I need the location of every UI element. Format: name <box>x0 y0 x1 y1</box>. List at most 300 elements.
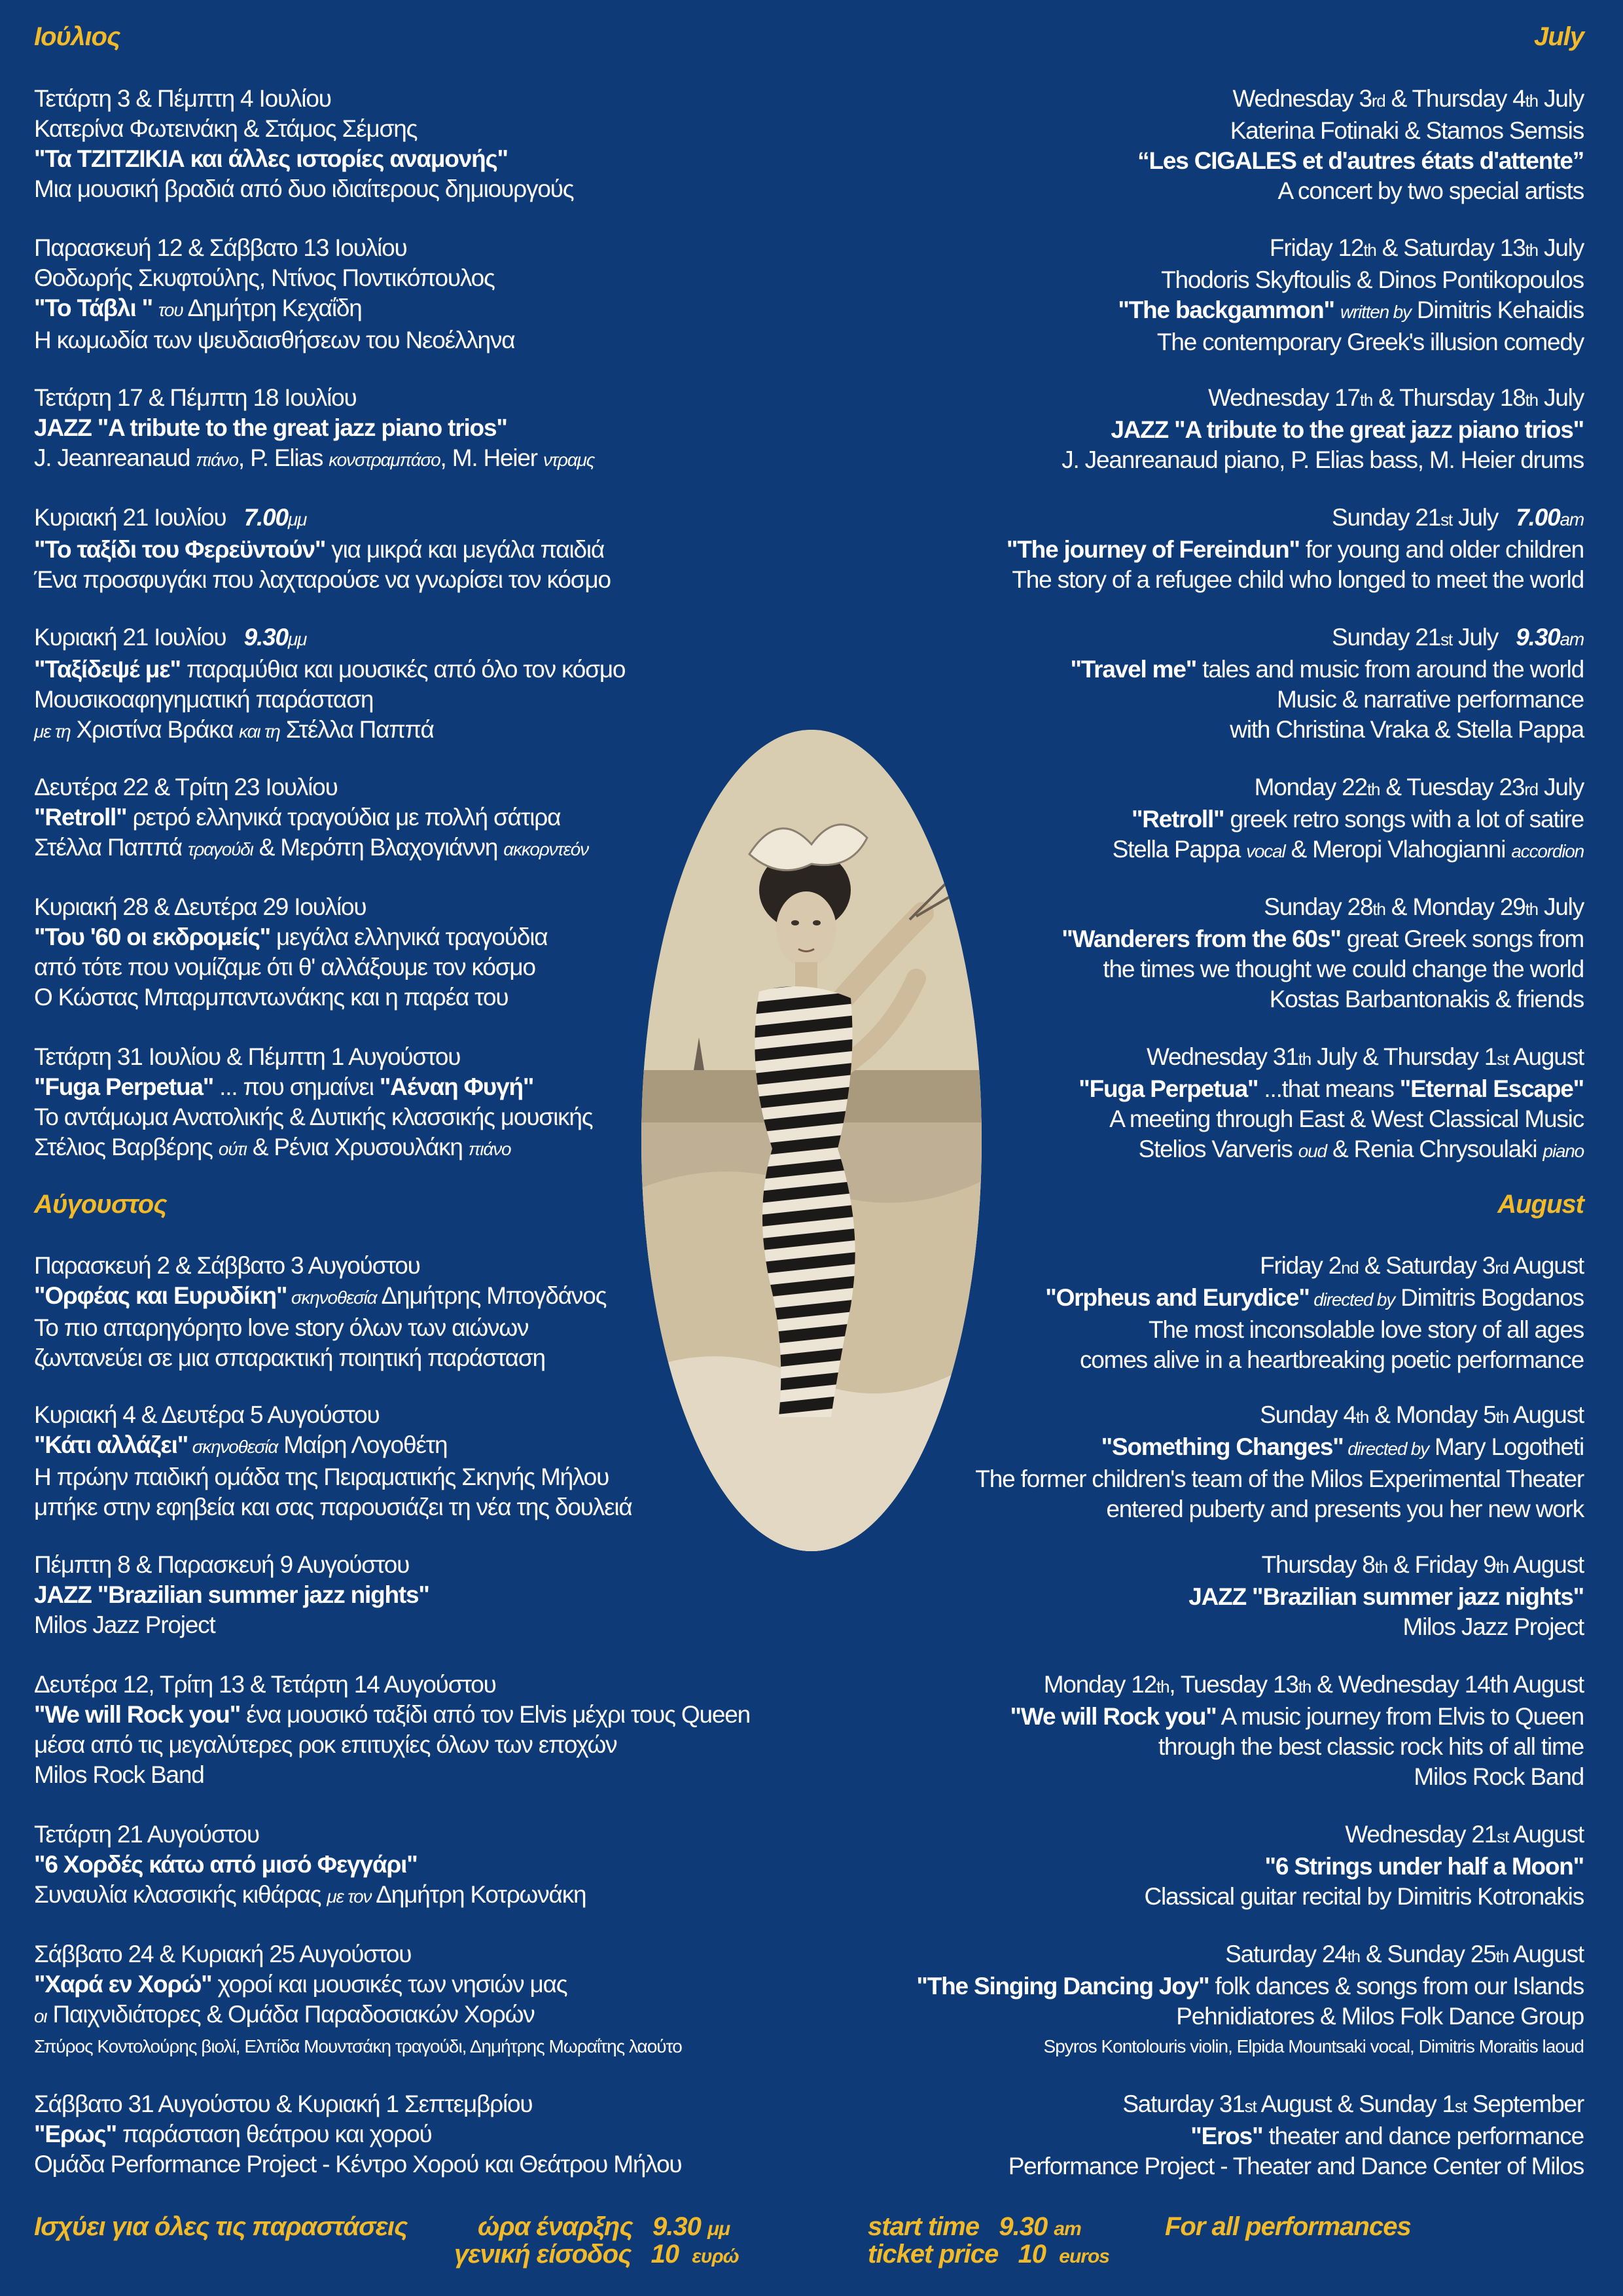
d3: July <box>1452 624 1499 651</box>
time-unit: μμ <box>287 509 307 529</box>
event-date: Τετάρτη 31 Ιουλίου & Πέμπτη 1 Αυγούστου <box>34 1043 461 1070</box>
title-rest: A music journey from Elvis to Queen <box>1216 1703 1584 1730</box>
d3: August <box>1508 1401 1584 1428</box>
event-description: μέσα από τις μεγαλύτερες ροκ επιτυχίες όλων των εποχών <box>34 1731 617 1758</box>
event-date <box>838 2089 1584 2121</box>
title-small: σκηνοθεσία <box>287 1287 377 1308</box>
d1: Saturday 24 <box>1225 1941 1347 1967</box>
title-rest: χοροί και μουσικές των νησιών μας <box>211 1971 567 1998</box>
d3: August <box>1508 1941 1584 1967</box>
event-gr-9 <box>34 1251 780 1373</box>
d1: Friday 2 <box>1260 1252 1342 1279</box>
event-en-5 <box>838 622 1584 745</box>
event-date: Πέμπτη 8 & Παρασκευή 9 Αυγούστου <box>34 1551 410 1578</box>
title-rest: ρετρό ελληνικά τραγούδια με πολλή σάτιρα <box>126 804 561 831</box>
event-description: Η κωμωδία των ψευδαισθήσεων του Νεοέλληνα <box>34 327 515 353</box>
event-en-7 <box>838 892 1584 1014</box>
title-bold: "Του '60 οι εκδρομείς" <box>34 924 270 950</box>
d1-sup: st <box>1497 1827 1508 1846</box>
d3: July <box>1537 384 1584 411</box>
time-unit: am <box>1560 509 1584 529</box>
event-description: The most inconsolable love story of all ages <box>1149 1316 1584 1343</box>
event-description <box>34 1880 780 1912</box>
d1-sup: th <box>1363 240 1376 260</box>
ticket-unit: ευρώ <box>692 2246 739 2267</box>
d1-sup: st <box>1440 630 1452 649</box>
event-title <box>34 1700 780 1730</box>
event-date <box>838 1042 1584 1074</box>
d1-sup: rd <box>1371 91 1385 111</box>
title-bold: "The Singing Dancing Joy" <box>916 1973 1209 2000</box>
event-title: "6 Strings under half a Moon" <box>1264 1853 1584 1880</box>
d3: & Wednesday 14th August <box>1311 1671 1584 1698</box>
instrument-1: vocal <box>1246 841 1285 861</box>
event-performers: Κατερίνα Φωτεινάκη & Στάμος Σέμσης <box>34 115 418 142</box>
desc-small: με τον <box>327 1886 372 1907</box>
d1: Sunday 4 <box>1260 1401 1356 1428</box>
event-title <box>34 535 780 565</box>
performer-2: Στέλλα Παππά <box>279 716 434 743</box>
event-title: “Les CIGALES et d'autres états d'attente” <box>1137 147 1584 174</box>
event-performers: Performance Project - Theater and Dance Center of Milos <box>1008 2153 1584 2179</box>
title-bold: "Eros" <box>1190 2123 1263 2149</box>
event-description: The story of a refugee child who longed to meet the world <box>1012 566 1584 593</box>
instrument-2: κονστραμπάσο <box>329 450 440 470</box>
title-rest: για μικρά και μεγάλα παιδιά <box>325 536 605 563</box>
instrument-1: τραγούδι <box>188 839 253 859</box>
desc-rest: Παιχνιδιάτορες & Ομάδα Παραδοσιακών Χορών <box>46 2001 535 2028</box>
d1: Monday 12 <box>1043 1671 1157 1698</box>
d2: & Saturday 13 <box>1376 234 1525 261</box>
event-description: A concert by two special artists <box>1277 177 1584 204</box>
date-text: Κυριακή 21 Ιουλίου <box>34 504 226 531</box>
start-label: ώρα έναρξης <box>478 2212 633 2241</box>
event-performers: J. Jeanreanaud piano, P. Elias bass, M. Heier drums <box>1061 446 1584 473</box>
footer-en-ticket <box>868 2240 1109 2269</box>
event-description: A meeting through East & West Classical Music <box>1109 1105 1584 1132</box>
d3: July <box>1537 234 1584 261</box>
d1-sup: th <box>1347 1946 1360 1966</box>
event-title <box>34 2119 780 2149</box>
d2-sup: rd <box>1524 780 1538 799</box>
title-rest: παραμύθια και μουσικές από όλο τον κόσμο <box>180 656 626 683</box>
event-time: 7.00 <box>243 504 288 531</box>
d2-sup: th <box>1525 390 1538 410</box>
event-gr-5 <box>34 622 780 747</box>
title-rest: Mary Logotheti <box>1428 1433 1584 1460</box>
event-date <box>838 233 1584 265</box>
time-unit: am <box>1560 629 1584 649</box>
title-bold-2: "Αέναη Φυγή" <box>379 1073 534 1100</box>
title-rest: great Greek songs from <box>1340 925 1584 952</box>
event-en-13 <box>838 1820 1584 1912</box>
d1: Wednesday 21 <box>1345 1821 1497 1848</box>
d1-sup: st <box>1440 510 1452 529</box>
performer-1: J. Jeanreanaud <box>34 444 196 471</box>
performer-2: , P. Elias <box>238 444 329 471</box>
event-description: Music & narrative performance <box>1277 686 1584 713</box>
instrument-2: ακκορντεόν <box>503 839 588 859</box>
d2-sup: th <box>1298 1677 1311 1696</box>
event-date <box>838 622 1584 655</box>
event-date <box>838 1400 1584 1432</box>
event-date <box>838 84 1584 116</box>
event-performers: Ομάδα Performance Project - Κέντρο Χορού και Θεάτρου Μήλου <box>34 2151 682 2178</box>
title-rest: Dimitris Bogdanos <box>1395 1284 1584 1311</box>
title-bold: "Ερως" <box>34 2121 116 2147</box>
event-title <box>838 1432 1584 1464</box>
d2: & Saturday 3 <box>1358 1252 1495 1279</box>
title-bold: "Something Changes" <box>1101 1433 1344 1460</box>
event-date: Τετάρτη 3 & Πέμπτη 4 Ιουλίου <box>34 85 331 112</box>
title-rest: greek retro songs with a lot of satire <box>1224 806 1584 833</box>
event-title <box>838 535 1584 565</box>
d2-sup: th <box>1495 1557 1508 1577</box>
event-time: 9.30 <box>1516 624 1560 651</box>
event-date <box>838 1939 1584 1971</box>
event-en-11 <box>838 1550 1584 1642</box>
title-bold: "Travel me" <box>1070 656 1197 683</box>
event-date: Δευτέρα 22 & Τρίτη 23 Ιουλίου <box>34 774 338 800</box>
event-performers: Θοδωρής Σκυφτούλης, Ντίνος Ποντικόπουλος <box>34 264 495 291</box>
small-2: και τη <box>239 721 280 742</box>
event-description-2: ζωντανεύει σε μια σπαρακτική ποιητική παράσταση <box>34 1344 545 1371</box>
ticket-unit: euros <box>1059 2246 1109 2267</box>
title-bold: "Retroll" <box>1131 806 1224 833</box>
footer-gr-all: Ισχύει για όλες τις παραστάσεις <box>34 2212 408 2241</box>
event-gr-15 <box>34 2089 780 2179</box>
title-rest: for young and older children <box>1299 536 1584 563</box>
title-small: σκηνοθεσία <box>188 1437 278 1457</box>
performer-1: Stella Pappa <box>1112 836 1247 863</box>
title-small: directed by <box>1343 1439 1429 1459</box>
title-rest: ένα μουσικό ταξίδι από τον Elvis μέχρι τους Queen <box>240 1701 750 1728</box>
event-title <box>838 1074 1584 1104</box>
event-date: Κυριακή 4 & Δευτέρα 5 Αυγούστου <box>34 1401 380 1428</box>
event-description: The former children's team of the Milos Experimental Theater <box>975 1465 1584 1492</box>
event-description: Μουσικοαφηγηματική παράσταση <box>34 686 374 713</box>
event-time: 9.30 <box>243 624 288 651</box>
event-gr-6 <box>34 772 780 865</box>
title-bold: "Ταξίδεψέ με" <box>34 656 181 683</box>
event-title <box>34 1281 780 1313</box>
event-date <box>34 503 780 535</box>
event-gr-1 <box>34 84 780 204</box>
footer-en-all: For all performances <box>1165 2212 1411 2241</box>
instrument-1: ούτι <box>218 1139 247 1159</box>
d2: & Sunday 25 <box>1359 1941 1496 1967</box>
event-time: 7.00 <box>1516 504 1560 531</box>
desc-small: οι <box>34 2006 47 2026</box>
event-performers: Thodoris Skyftoulis & Dinos Pontikopoulos <box>1161 266 1584 293</box>
event-title <box>34 1430 780 1462</box>
event-description: The contemporary Greek's illusion comedy <box>1156 329 1584 355</box>
d3: September <box>1466 2090 1584 2117</box>
event-title <box>34 1072 780 1102</box>
month-heading-july-gr: Ιούλιος <box>34 22 120 51</box>
event-date: Τετάρτη 17 & Πέμπτη 18 Ιουλίου <box>34 384 357 411</box>
d1: Friday 12 <box>1269 234 1364 261</box>
event-title <box>838 924 1584 954</box>
title-bold: "We will Rock you" <box>34 1701 241 1728</box>
footer-en-start <box>868 2212 1081 2242</box>
event-en-14 <box>838 1939 1584 2062</box>
performer-1: Στέλλα Παππά <box>34 834 188 861</box>
d2: & Monday 5 <box>1368 1401 1496 1428</box>
d2-sup: th <box>1525 899 1538 919</box>
title-small: directed by <box>1309 1289 1395 1310</box>
title-rest: μεγάλα ελληνικά τραγούδια <box>270 924 548 950</box>
desc-b: Δημήτρη Κοτρωνάκη <box>371 1881 586 1908</box>
instrument-3: ντραμς <box>543 450 595 470</box>
event-title <box>838 655 1584 685</box>
event-gr-8 <box>34 1042 780 1164</box>
event-date <box>838 383 1584 415</box>
performer-2: & Meropi Vlahogianni <box>1285 836 1512 863</box>
title-small: written by <box>1340 302 1411 322</box>
d1-sup: th <box>1156 1677 1169 1696</box>
d3: July <box>1537 774 1584 800</box>
event-description: Ένα προσφυγάκι που λαχταρούσε να γνωρίσει τον κόσμο <box>34 566 611 593</box>
event-title <box>838 2121 1584 2151</box>
english-program-column <box>838 0 1584 2296</box>
event-title <box>34 1969 780 2000</box>
d1: Wednesday 17 <box>1208 384 1360 411</box>
d3: August <box>1508 1043 1584 1070</box>
date-text: Κυριακή 21 Ιουλίου <box>34 624 226 651</box>
event-gr-12 <box>34 1670 780 1790</box>
event-description-2: entered puberty and presents you her new work <box>1106 1496 1584 1522</box>
event-title <box>838 295 1584 327</box>
event-date <box>838 503 1584 535</box>
event-en-8 <box>838 1042 1584 1166</box>
event-description: through the best classic rock hits of all time <box>1158 1733 1584 1760</box>
d1: Sunday 21 <box>1332 624 1441 651</box>
d1: Saturday 31 <box>1122 2090 1245 2117</box>
event-date <box>838 1820 1584 1852</box>
title-rest: Μαίρη Λογοθέτη <box>277 1431 448 1458</box>
d1-sup: th <box>1366 780 1380 799</box>
event-title <box>34 922 780 952</box>
event-title <box>838 1283 1584 1315</box>
title-rest: folk dances & songs from our Islands <box>1209 1973 1584 2000</box>
desc-a: Συναυλία κλασσικής κιθάρας <box>34 1881 327 1908</box>
title-bold: "The journey of Fereindun" <box>1006 536 1300 563</box>
start-unit: am <box>1054 2218 1081 2240</box>
performer-2: & Ρένια Χρυσουλάκη <box>246 1134 469 1160</box>
event-performers <box>34 715 780 747</box>
event-gr-10 <box>34 1400 780 1522</box>
d1: Wednesday 3 <box>1232 85 1372 112</box>
footer-gr-ticket <box>454 2240 739 2269</box>
d2: August & Sunday 1 <box>1256 2090 1455 2117</box>
title-bold: "Χαρά εν Χορώ" <box>34 1971 212 1998</box>
instrument-2: πιάνο <box>468 1139 511 1159</box>
title-bold: "Retroll" <box>34 804 127 831</box>
title-rest: ... που σημαίνει <box>213 1073 380 1100</box>
greek-program-column <box>34 0 780 2296</box>
event-title: JAZZ "A tribute to the great jazz piano trios" <box>1111 416 1584 443</box>
start-value: 9.30 <box>999 2212 1048 2241</box>
event-en-3 <box>838 383 1584 475</box>
event-date: Δευτέρα 12, Τρίτη 13 & Τετάρτη 14 Αυγούστου <box>34 1671 496 1698</box>
performer-2: & Μερόπη Βλαχογιάννη <box>253 834 504 861</box>
event-description: από τότε που νομίζαμε ότι θ' αλλάξουμε τον κόσμο <box>34 954 535 980</box>
event-description-2: comes alive in a heartbreaking poetic performance <box>1079 1346 1584 1373</box>
performer-2: & Renia Chrysoulaki <box>1326 1136 1543 1162</box>
d2-sup: th <box>1495 1407 1508 1427</box>
event-date: Σάββατο 24 & Κυριακή 25 Αυγούστου <box>34 1941 412 1967</box>
d2: & Thursday 18 <box>1372 384 1525 411</box>
d1-sup: st <box>1244 2096 1257 2116</box>
event-date: Τετάρτη 21 Αυγούστου <box>34 1821 259 1848</box>
d3: August <box>1508 1252 1584 1279</box>
event-date <box>838 1550 1584 1582</box>
event-description: Η πρώην παιδική ομάδα της Πειραματικής Σκηνής Μήλου <box>34 1463 609 1490</box>
event-en-2 <box>838 233 1584 357</box>
event-date: Κυριακή 28 & Δευτέρα 29 Ιουλίου <box>34 893 366 920</box>
event-gr-2 <box>34 233 780 355</box>
performer-3: , M. Heier <box>440 444 543 471</box>
d1-sup: th <box>1374 1557 1387 1577</box>
event-description: Το πιο απαρηγόρητο love story όλων των αιώνων <box>34 1314 529 1341</box>
event-title <box>34 655 780 685</box>
event-performers: Spyros Kontolouris violin, Elpida Mountsaki vocal, Dimitris Moraitis laoud <box>1043 2036 1584 2056</box>
title-bold: "Fuga Perpetua" <box>34 1073 214 1100</box>
performer-1: Χριστίνα Βράκα <box>70 716 240 743</box>
d1: Sunday 28 <box>1264 893 1373 920</box>
event-performers <box>838 834 1584 867</box>
event-date: Σάββατο 31 Αυγούστου & Κυριακή 1 Σεπτεμβρίου <box>34 2090 533 2117</box>
title-rest: Dimitris Kehaidis <box>1410 296 1584 323</box>
event-date <box>838 772 1584 804</box>
title-bold: "The backgammon" <box>1118 296 1334 323</box>
small-1: με τη <box>34 721 71 742</box>
event-description-2: μπήκε στην εφηβεία και σας παρουσιάζει τη νέα της δουλειά <box>34 1494 632 1520</box>
ticket-label: ticket price <box>868 2240 999 2269</box>
event-performers: Kostas Barbantonakis & friends <box>1269 986 1584 1013</box>
event-title <box>34 293 780 325</box>
event-performers <box>838 1134 1584 1166</box>
title-bold: "Ορφέας και Ευρυδίκη" <box>34 1282 287 1309</box>
event-en-4 <box>838 503 1584 595</box>
d1-sup: nd <box>1341 1258 1359 1278</box>
event-en-1 <box>838 84 1584 206</box>
event-title-small: του <box>158 300 183 320</box>
d1-sup: th <box>1359 390 1373 410</box>
d1-sup: th <box>1355 1407 1369 1427</box>
d2: & Monday 29 <box>1385 893 1525 920</box>
instrument-2: piano <box>1543 1141 1584 1161</box>
event-date <box>838 892 1584 924</box>
month-heading-august-en: August <box>1497 1190 1584 1219</box>
start-value: 9.30 <box>652 2212 701 2241</box>
d2: & Tuesday 23 <box>1380 774 1525 800</box>
event-title: JAZZ "Brazilian summer jazz nights" <box>1188 1583 1584 1610</box>
ticket-label: γενική είσοδος <box>454 2240 632 2269</box>
event-title <box>838 1702 1584 1732</box>
instrument-1: oud <box>1298 1141 1327 1161</box>
d2: & Friday 9 <box>1387 1551 1496 1578</box>
event-date: Παρασκευή 12 & Σάββατο 13 Ιουλίου <box>34 234 407 261</box>
event-en-10 <box>838 1400 1584 1524</box>
time-unit: μμ <box>287 629 307 649</box>
footer-gr-start <box>478 2212 730 2242</box>
event-performers: Σπύρος Κοντολούρης βιολί, Ελπίδα Μουντσάκη τραγούδι, Δημήτρης Μωραΐτης λαούτο <box>34 2036 682 2056</box>
title-rest: παράσταση θεάτρου και χορού <box>116 2121 432 2147</box>
event-performers: Milos Jazz Project <box>34 1611 215 1638</box>
title-bold: "We will Rock you" <box>1010 1703 1217 1730</box>
event-title: "6 Χορδές κάτω από μισό Φεγγάρι" <box>34 1851 418 1878</box>
title-rest: theater and dance performance <box>1262 2123 1584 2149</box>
event-title: "Τα ΤΖΙΤΖΙΚΙΑ και άλλες ιστορίες αναμονής" <box>34 145 508 172</box>
title-rest: tales and music from around the world <box>1196 656 1584 683</box>
event-date <box>838 1670 1584 1702</box>
title-rest: Δημήτρης Μπογδάνος <box>376 1282 607 1309</box>
event-performers <box>34 1132 780 1164</box>
event-title-rest: Δημήτρη Κεχαΐδη <box>183 295 362 321</box>
event-date <box>34 622 780 655</box>
event-gr-3 <box>34 383 780 475</box>
event-gr-14 <box>34 1939 780 2062</box>
d2-sup: rd <box>1495 1258 1508 1278</box>
d3: August <box>1508 1551 1584 1578</box>
event-gr-4 <box>34 503 780 595</box>
event-description: Pehnidiatores & Milos Folk Dance Group <box>1176 2003 1584 2030</box>
d2: & Thursday 4 <box>1385 85 1525 112</box>
title-bold: "Wanderers from the 60s" <box>1061 925 1341 952</box>
event-title-bold: "Το Τάβλι " <box>34 295 152 321</box>
event-date: Παρασκευή 2 & Σάββατο 3 Αυγούστου <box>34 1252 420 1279</box>
d1: Monday 22 <box>1254 774 1367 800</box>
title-bold: "Το ταξίδι του Φερεϋντούν" <box>34 536 326 563</box>
event-title <box>34 802 780 833</box>
event-gr-11 <box>34 1550 780 1640</box>
performer-1: Stelios Varveris <box>1138 1136 1298 1162</box>
d3: August <box>1508 1821 1584 1848</box>
title-bold: "Κάτι αλλάζει" <box>34 1431 188 1458</box>
performer-1: Στέλιος Βαρβέρης <box>34 1134 219 1160</box>
event-performers: Milos Jazz Project <box>1402 1613 1584 1640</box>
d2: , Tuesday 13 <box>1169 1671 1298 1698</box>
d1-sup: th <box>1298 1049 1311 1069</box>
event-title: JAZZ "Brazilian summer jazz nights" <box>34 1581 429 1608</box>
event-description: Το αντάμωμα Ανατολικής & Δυτικής κλασσικής μουσικής <box>34 1103 593 1130</box>
d1: Wednesday 31 <box>1146 1043 1298 1070</box>
d1-sup: th <box>1372 899 1385 919</box>
d1: Thursday 8 <box>1261 1551 1375 1578</box>
event-title: JAZZ "A tribute to the great jazz piano trios" <box>34 414 507 441</box>
event-description <box>34 2000 780 2032</box>
start-unit: μμ <box>707 2218 730 2240</box>
d2-sup: th <box>1525 91 1538 111</box>
d3: July <box>1452 504 1499 531</box>
month-heading-august-gr: Αύγουστος <box>34 1190 167 1219</box>
event-title <box>838 1971 1584 2001</box>
start-label: start time <box>868 2212 980 2241</box>
event-performers: with Christina Vraka & Stella Pappa <box>1230 716 1584 743</box>
month-heading-july-en: July <box>1533 22 1584 51</box>
event-performers: Ο Κώστας Μπαρμπαντωνάκης και η παρέα του <box>34 984 508 1011</box>
event-en-6 <box>838 772 1584 867</box>
event-performers: Milos Rock Band <box>1414 1763 1584 1790</box>
event-gr-7 <box>34 892 780 1013</box>
event-gr-13 <box>34 1820 780 1912</box>
title-bold-2: "Eternal Escape" <box>1399 1075 1584 1102</box>
ticket-value: 10 <box>1018 2240 1046 2269</box>
instrument-2: accordion <box>1511 841 1584 861</box>
event-title <box>838 804 1584 834</box>
